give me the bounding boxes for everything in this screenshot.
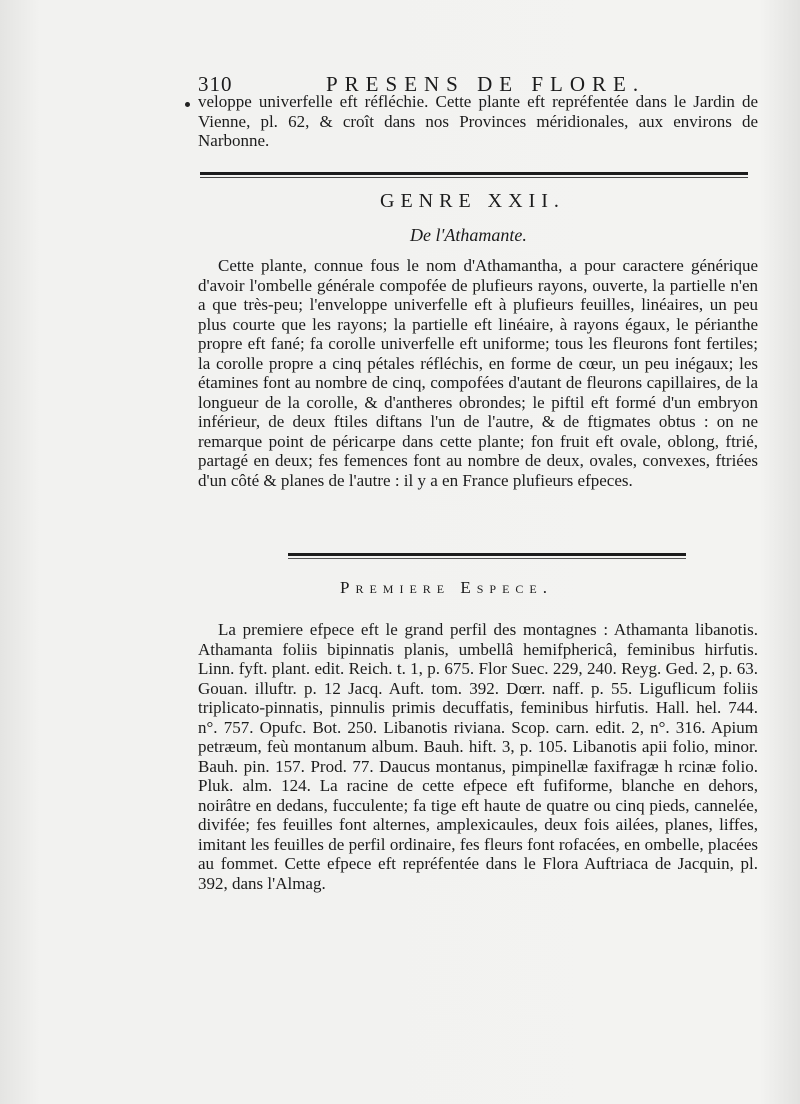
genre-description [198, 256, 758, 490]
species-paragraph [198, 620, 758, 893]
ink-dot [185, 102, 190, 107]
intro-paragraph [198, 92, 758, 151]
intro-text: veloppe univerfelle eft réfléchie. Cette plante eft repréfentée dans le Jardin de Vienne, pl. 62, & croît dans nos Provinces méridionales, aux environs de Narbonne. [198, 92, 758, 150]
species-text: La premiere efpece eft le grand perfil des montagnes : Athamanta libanotis. Athamanta foliis bipinnatis planis, umbellâ hemifphericâ, feminibus hirfutis. Linn. fyft. plant. edit. Reich. t. 1, p. 675. Flor Suec. 229, 240. Reyg. Ged. 2, p. 63. Gouan. illuftr. p. 12 Jacq. Auft. tom. 392. Dœrr. naff. p. 55. Liguflicum foliis triplicato-pinnatis, pinnulis primis decuffatis, feminibus hirfutis. Hall. hel. 744. n°. 757. Opufc. Bot. 250. Libanotis riviana. Scop. carn. edit. 2, n°. 316. Apium petræum, feù montanum album. Bauh. hift. 3, p. 105. Libanotis apii folio, minor. Bauh. pin. 157. Prod. 77. Daucus montanus, pimpinellæ faxifragæ h rcinæ folio. Pluk. alm. 124. La racine de cette efpece eft fufiforme, blanche en dehors, noirâtre en dedans, fucculente; fa tige eft haute de quatre ou cinq pieds, cannelée, divifée; fes feuilles font alternes, amplexicaules, deux fois ailées, planes, liffes, imitant les feuilles de perfil ordinaire, fes fleurs font rofacées, en ombelle, placées au fommet. Cette efpece eft repréfentée dans le Flora Auftriaca de Jacquin, pl. 392, dans l'Almag. [198, 620, 758, 893]
species-rule [288, 553, 686, 556]
page-number: 310 [198, 72, 233, 96]
species-rule-thin [288, 558, 686, 559]
description-text: Cette plante, connue fous le nom d'Athamantha, a pour caractere générique d'avoir l'ombelle générale compofée de plufieurs rayons, ouverte, la partielle n'en a que très-peu; l'enveloppe univerfelle eft à plufieurs feuilles, linéaires, un peu plus courte que les rayons; la partielle eft linéaire, à rayons égaux, le périanthe propre eft fané; fa corolle univerfelle eft uniforme; tous les fleurons font fertiles; la corolle propre a cinq pétales réfléchis, en forme de cœur, un peu inégaux; les étamines font au nombre de cinq, compofées d'autant de fleurons capillaires, de la longueur de la corolle, & d'antheres obrondes; le piftil eft formé d'un embryon inférieur, de deux ftiles diftans l'un de l'autre, & de ftigmates obtus : on ne remarque point de péricarpe dans cette plante; fon fruit eft ovale, oblong, ftrié, partagé en deux; fes femences font au nombre de deux, ovales, convexes, ftriées d'un côté & planes de l'autre : il y a en France plufieurs efpeces. [198, 256, 758, 490]
running-title: PRESENS DE FLORE. [326, 72, 646, 96]
section-rule-thin [200, 177, 748, 178]
section-rule [200, 172, 748, 175]
genre-subtitle: De l'Athamante. [410, 225, 527, 245]
species-heading: Premiere Espece. [340, 578, 554, 597]
genre-title: GENRE XXII. [380, 190, 565, 212]
